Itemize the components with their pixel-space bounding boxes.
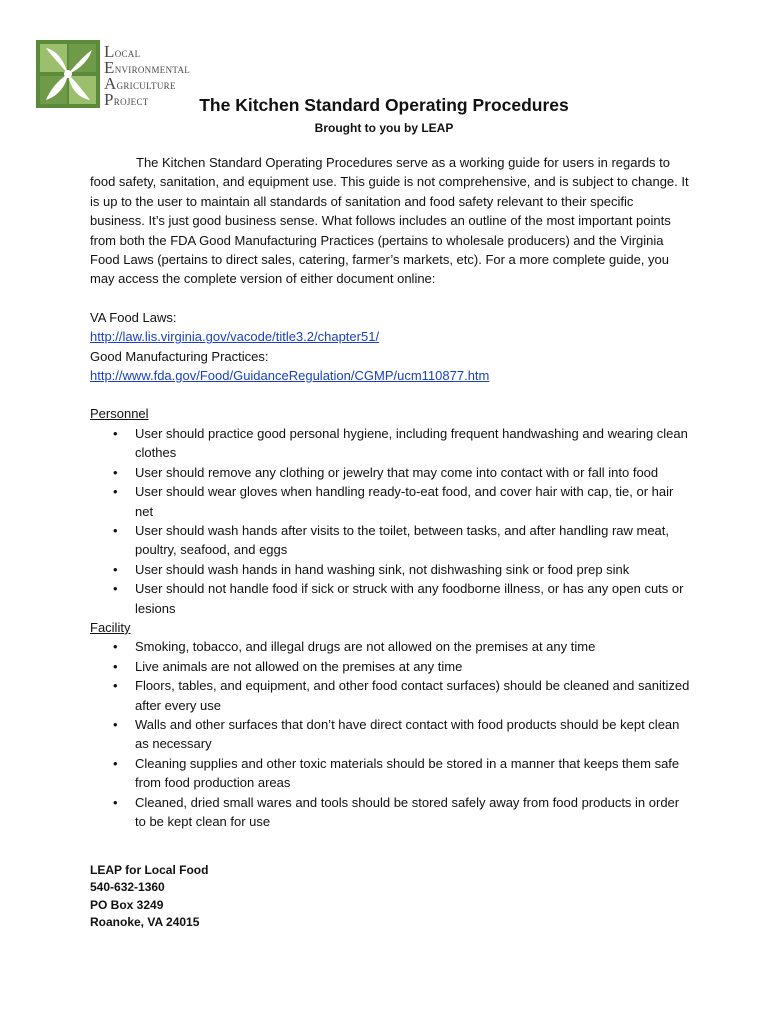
bullet-icon: • xyxy=(113,658,118,674)
bullet-icon: • xyxy=(113,561,118,577)
bullet-icon: • xyxy=(113,639,118,655)
logo-cap: A xyxy=(104,74,117,93)
list-item xyxy=(90,637,690,656)
bullet-icon: • xyxy=(113,581,118,597)
facility-list xyxy=(90,637,690,831)
bullet-icon: • xyxy=(113,464,118,480)
list-item-text: Walls and other surfaces that don’t have direct contact with food products should be kept clean as necessary xyxy=(135,716,680,752)
list-item-text: Cleaned, dried small wares and tools should be stored safely away from food products in order to be kept clean for use xyxy=(135,794,680,829)
list-item-text: User should wash hands in hand washing sink, not dishwashing sink or food prep sink xyxy=(135,561,630,577)
logo-line-local xyxy=(104,44,190,60)
footer-phone: 540-632-1360 xyxy=(90,880,165,895)
list-item xyxy=(90,793,690,832)
spacer xyxy=(90,385,690,404)
list-item xyxy=(90,715,690,754)
bullet-icon: • xyxy=(113,755,118,771)
logo-line-agriculture xyxy=(104,76,190,92)
logo-rest: nvironmental xyxy=(114,61,191,76)
list-item-text: Floors, tables, and equipment, and other food contact surfaces) should be cleaned and sanitized after every use xyxy=(135,678,690,713)
list-item-text: Cleaning supplies and other toxic materials should be stored in a manner that keeps them safe from food production areas xyxy=(135,755,680,791)
va-food-laws-label: VA Food Laws: xyxy=(90,309,177,325)
bullet-icon: • xyxy=(113,425,118,441)
bullet-icon: • xyxy=(113,678,118,694)
list-item-text: User should wear gloves when handling ready-to-eat food, and cover hair with cap, tie, or hair net xyxy=(135,484,674,519)
document-body xyxy=(90,153,690,831)
footer-city: Roanoke, VA 24015 xyxy=(90,915,200,930)
list-item-text: User should practice good personal hygiene, including frequent handwashing and wearing clean clothes xyxy=(135,425,688,461)
document-title xyxy=(0,95,768,116)
list-item xyxy=(90,676,690,715)
logo-cap: P xyxy=(104,90,114,109)
logo-cap: E xyxy=(104,58,115,77)
spacer xyxy=(90,289,690,308)
list-item xyxy=(90,521,690,560)
bullet-icon: • xyxy=(113,522,118,538)
logo-rest: roject xyxy=(113,93,149,108)
document-subtitle: Brought to you by LEAP xyxy=(314,121,454,135)
bullet-icon: • xyxy=(113,794,118,810)
list-item xyxy=(90,657,690,676)
list-item-text: User should wash hands after visits to the toilet, between tasks, and after handling raw meat, poultry, seafood, and eggs xyxy=(135,522,670,558)
list-item-text: Live animals are not allowed on the premises at any time xyxy=(135,658,463,674)
list-item xyxy=(90,482,690,521)
list-item-text: User should remove any clothing or jewelry that may come into contact with or fall into food xyxy=(135,464,659,480)
list-item xyxy=(90,754,690,793)
list-item-text: User should not handle food if sick or struck with any foodborne illness, or has any open cuts or lesions xyxy=(135,581,684,616)
list-item-text: Smoking, tobacco, and illegal drugs are not allowed on the premises at any time xyxy=(135,639,596,655)
list-item xyxy=(90,463,690,482)
gmp-link[interactable]: http://www.fda.gov/Food/GuidanceRegulation/CGMP/ucm110877.htm xyxy=(90,368,490,384)
va-food-laws-link[interactable]: http://law.lis.virginia.gov/vacode/title3.2/chapter51/ xyxy=(90,329,380,345)
personnel-list xyxy=(90,424,690,618)
personnel-heading: Personnel xyxy=(90,406,149,422)
gmp-label: Good Manufacturing Practices: xyxy=(90,348,269,364)
list-item xyxy=(90,424,690,463)
list-item xyxy=(90,579,690,618)
logo-cap: L xyxy=(104,42,115,61)
facility-heading: Facility xyxy=(90,619,131,635)
footer-org: LEAP for Local Food xyxy=(90,863,209,877)
logo-rest: griculture xyxy=(116,77,176,92)
bullet-icon: • xyxy=(113,716,118,732)
contact-block xyxy=(90,862,208,932)
title-text: The Kitchen Standard Operating Procedures xyxy=(199,95,569,115)
intro-paragraph: The Kitchen Standard Operating Procedures serve as a working guide for users in regards to food safety, sanitation, and equipment use. This guide is not comprehensive, and is subject to change. It is up to the user to maintain all standards of sanitation and food safety relevant to their specific business. It’s just good business sense. What follows includes an outline of the most important points from both the FDA Good Manufacturing Practices (pertains to wholesale producers) and the Virginia Food Laws (pertains to direct sales, catering, farmer’s markets, etc). For a more complete guide, you may access the complete version of either document online: xyxy=(90,155,689,287)
logo-rest: ocal xyxy=(114,45,141,60)
list-item xyxy=(90,560,690,579)
bullet-icon: • xyxy=(113,484,118,500)
footer-po-box: PO Box 3249 xyxy=(90,897,164,912)
